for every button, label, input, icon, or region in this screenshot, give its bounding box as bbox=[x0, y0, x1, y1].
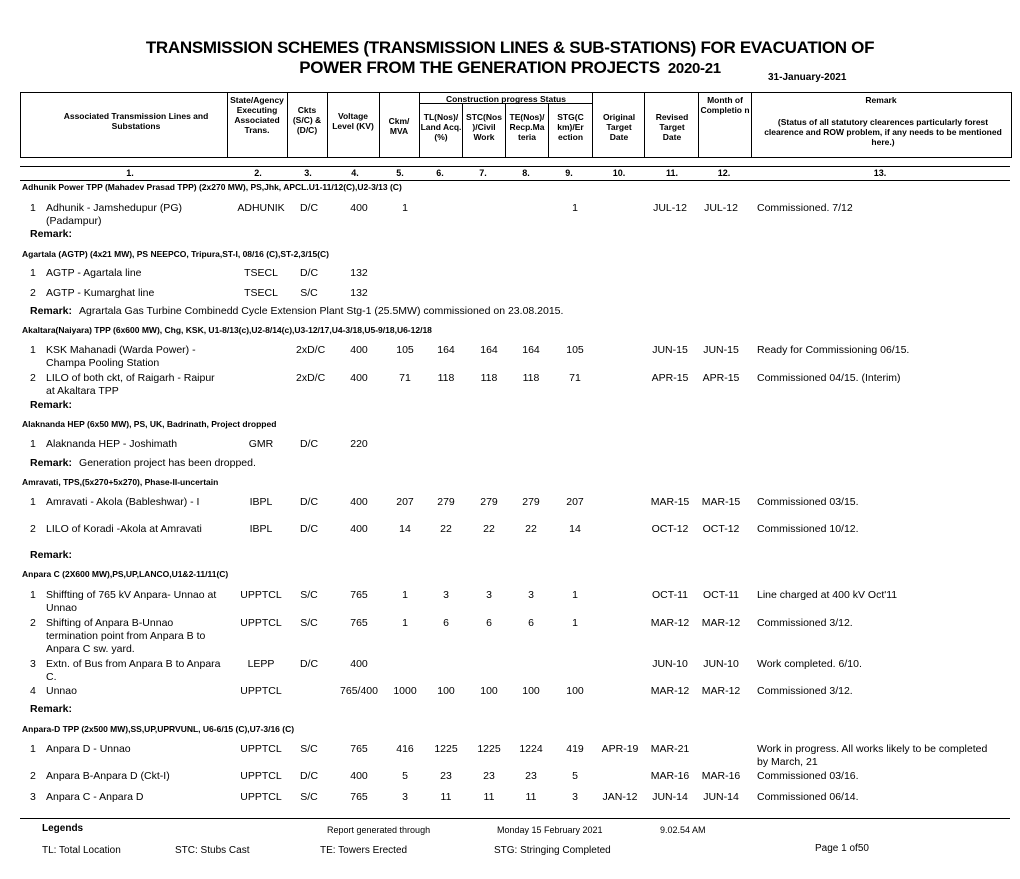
row-sn: 2 bbox=[30, 617, 36, 629]
page-footer bbox=[20, 818, 1010, 867]
row-agency: IBPL bbox=[249, 496, 273, 508]
row-stc: 1225 bbox=[477, 743, 501, 755]
footer-date: Monday 15 February 2021 bbox=[497, 825, 603, 835]
row-name: Alaknanda HEP - Joshimath bbox=[46, 438, 178, 450]
row-voltage: 132 bbox=[350, 287, 368, 299]
row-revised: MAR-12 bbox=[650, 617, 690, 629]
row-ckt: S/C bbox=[300, 589, 318, 601]
row-stc: 279 bbox=[480, 496, 498, 508]
row-ckt: 2xD/C bbox=[296, 344, 326, 356]
row-ckt: D/C bbox=[299, 202, 319, 214]
header-tl: TL(Nos)/ Land Acq. (%) bbox=[420, 112, 462, 142]
header-construction: Construction progress Status bbox=[446, 94, 566, 104]
row-stg: 105 bbox=[566, 344, 584, 356]
row-ckt: D/C bbox=[299, 770, 319, 782]
column-numbers bbox=[20, 166, 1010, 181]
row-tl: 1225 bbox=[434, 743, 458, 755]
row-name: LILO of both ckt, of Raigarh - Raipur at Akaltara TPP bbox=[46, 372, 215, 397]
row-remark: Commissioned 3/12. bbox=[757, 685, 853, 697]
header-te: TE(Nos)/ Recp.Ma teria bbox=[509, 112, 545, 142]
remark-label: Remark: bbox=[30, 399, 73, 411]
row-name: AGTP - Agartala line bbox=[46, 267, 142, 279]
remark-label: Remark: bbox=[30, 549, 73, 561]
row-agency: TSECL bbox=[244, 267, 278, 279]
col-number: 12. bbox=[717, 168, 731, 178]
row-revised: OCT-11 bbox=[652, 589, 688, 601]
row-month: JUN-15 bbox=[703, 344, 739, 356]
row-te: 11 bbox=[525, 791, 537, 803]
row-month: OCT-11 bbox=[703, 589, 739, 601]
report-subtitle-text: POWER FROM THE GENERATION PROJECTS bbox=[299, 58, 660, 77]
row-month: MAR-12 bbox=[701, 685, 741, 697]
row-name: Shifting of Anpara B-Unnao termination point from Anpara B to Anpara C sw. yard. bbox=[46, 617, 206, 655]
row-sn: 2 bbox=[30, 372, 36, 384]
remark-text: Agrartala Gas Turbine Combinedd Cycle Extension Plant Stg-1 (25.5MW) commissioned on 23.08.2015. bbox=[79, 305, 564, 317]
row-stc: 22 bbox=[483, 523, 495, 535]
col-number: 10. bbox=[612, 168, 626, 178]
row-sn: 1 bbox=[30, 496, 36, 508]
row-stc: 118 bbox=[480, 372, 498, 384]
row-stc: 100 bbox=[480, 685, 498, 697]
row-original: JAN-12 bbox=[602, 791, 638, 803]
row-voltage: 765/400 bbox=[340, 685, 378, 697]
row-agency: TSECL bbox=[244, 287, 278, 299]
group-remark bbox=[30, 228, 79, 240]
row-te: 279 bbox=[522, 496, 540, 508]
row-voltage: 220 bbox=[350, 438, 368, 450]
row-month: JUN-10 bbox=[703, 658, 739, 670]
footer-legend-te: TE: Towers Erected bbox=[320, 845, 408, 856]
col-number: 4. bbox=[351, 168, 359, 178]
header-stg: STG(C km)/Er ection bbox=[557, 112, 584, 142]
row-tl: 22 bbox=[440, 523, 452, 535]
row-month: APR-15 bbox=[702, 372, 740, 384]
row-name: Anpara D - Unnao bbox=[46, 743, 131, 755]
footer-time: 9.02.54 AM bbox=[660, 825, 706, 835]
row-voltage: 765 bbox=[350, 617, 368, 629]
header-associated: Associated Transmission Lines and Substations bbox=[63, 111, 209, 131]
row-tl: 279 bbox=[437, 496, 455, 508]
row-name: KSK Mahanadi (Warda Power) - Champa Pooling Station bbox=[46, 344, 196, 369]
row-name: Amravati - Akola (Bableshwar) - I bbox=[46, 496, 200, 508]
row-agency: LEPP bbox=[247, 658, 275, 670]
row-name: Adhunik - Jamshedupur (PG) (Padampur) bbox=[46, 202, 182, 227]
row-name: LILO of Koradi -Akola at Amravati bbox=[46, 523, 202, 535]
row-stg: 71 bbox=[569, 372, 581, 384]
row-original: APR-19 bbox=[601, 743, 639, 755]
row-ckm: 207 bbox=[396, 496, 414, 508]
row-name: AGTP - Kumarghat line bbox=[46, 287, 155, 299]
row-agency: UPPTCL bbox=[240, 743, 282, 755]
row-voltage: 400 bbox=[350, 658, 368, 670]
col-number: 2. bbox=[254, 168, 262, 178]
row-stc: 3 bbox=[486, 589, 492, 601]
row-ckt: D/C bbox=[299, 438, 319, 450]
row-month: MAR-15 bbox=[701, 496, 741, 508]
row-stg: 14 bbox=[569, 523, 581, 535]
row-voltage: 765 bbox=[350, 743, 368, 755]
row-te: 6 bbox=[528, 617, 534, 629]
row-ckm: 105 bbox=[396, 344, 414, 356]
header-ckts: Ckts (S/C) & (D/C) bbox=[292, 105, 322, 135]
group-title: Anpara-D TPP (2x500 MW),SS,UP,UPRVUNL, U6-6/15 (C),U7-3/16 (C) bbox=[22, 724, 295, 734]
row-ckt: D/C bbox=[299, 496, 319, 508]
row-agency: GMR bbox=[248, 438, 274, 450]
row-agency: UPPTCL bbox=[240, 685, 282, 697]
row-agency: ADHUNIK bbox=[237, 202, 285, 214]
group-remark bbox=[30, 457, 256, 469]
row-ckm: 1 bbox=[402, 617, 408, 629]
col-number: 1. bbox=[126, 168, 134, 178]
header-ckm: Ckm/ MVA bbox=[388, 116, 410, 136]
footer-page-number: Page 1 of50 bbox=[815, 843, 869, 854]
footer-legend-tl: TL: Total Location bbox=[42, 845, 121, 856]
row-remark: Commissioned 3/12. bbox=[757, 617, 853, 629]
footer-legends: Legends bbox=[42, 823, 84, 834]
header-stc: STC(Nos )/Civil Work bbox=[466, 112, 502, 142]
row-stg: 1 bbox=[572, 617, 578, 629]
remark-label: Remark: bbox=[30, 305, 73, 317]
report-year: 2020-21 bbox=[667, 60, 721, 77]
row-stc: 164 bbox=[480, 344, 498, 356]
row-revised: JUN-15 bbox=[652, 344, 688, 356]
row-ckm: 1 bbox=[402, 589, 408, 601]
row-tl: 3 bbox=[443, 589, 449, 601]
group-title: Akaltara(Naiyara) TPP (6x600 MW), Chg, KSK, U1-8/13(c),U2-8/14(c),U3-12/17,U4-3/18,U5-9/18,U6-12/18 bbox=[22, 325, 432, 335]
group-remark bbox=[30, 703, 79, 715]
row-stg: 1 bbox=[572, 589, 578, 601]
row-remark: Commissioned 06/14. bbox=[757, 791, 859, 803]
row-sn: 1 bbox=[30, 267, 36, 279]
group-remark bbox=[30, 399, 79, 411]
row-month: MAR-12 bbox=[701, 617, 741, 629]
row-stg: 100 bbox=[566, 685, 584, 697]
row-voltage: 132 bbox=[350, 267, 368, 279]
row-ckm: 3 bbox=[402, 791, 408, 803]
row-stg: 5 bbox=[572, 770, 578, 782]
col-number: 7. bbox=[479, 168, 487, 178]
row-ckt: S/C bbox=[300, 791, 318, 803]
row-revised: MAR-21 bbox=[650, 743, 690, 755]
row-ckm: 5 bbox=[402, 770, 408, 782]
row-te: 1224 bbox=[519, 743, 543, 755]
row-revised: MAR-15 bbox=[650, 496, 690, 508]
row-name: Extn. of Bus from Anpara B to Anpara C. bbox=[46, 658, 221, 683]
footer-legend-stg: STG: Stringing Completed bbox=[494, 845, 611, 856]
row-voltage: 400 bbox=[350, 344, 368, 356]
row-te: 164 bbox=[522, 344, 540, 356]
row-revised: JUN-10 bbox=[652, 658, 688, 670]
report-subtitle bbox=[0, 58, 1020, 78]
row-agency: UPPTCL bbox=[240, 791, 282, 803]
row-te: 3 bbox=[528, 589, 534, 601]
row-voltage: 400 bbox=[350, 496, 368, 508]
row-name: Unnao bbox=[46, 685, 77, 697]
row-voltage: 400 bbox=[350, 372, 368, 384]
row-tl: 6 bbox=[443, 617, 449, 629]
report-date: 31-January-2021 bbox=[768, 72, 847, 83]
row-remark: Commissioned 04/15. (Interim) bbox=[757, 372, 901, 384]
row-remark: Commissioned. 7/12 bbox=[757, 202, 853, 214]
remark-label: Remark: bbox=[30, 703, 73, 715]
row-month: JUL-12 bbox=[704, 202, 738, 214]
row-revised: MAR-16 bbox=[650, 770, 690, 782]
row-ckm: 71 bbox=[399, 372, 411, 384]
row-stg: 419 bbox=[566, 743, 584, 755]
row-stg: 1 bbox=[572, 202, 578, 214]
row-ckt: S/C bbox=[300, 287, 318, 299]
header-revised: Revised Target Date bbox=[655, 112, 689, 142]
group-title: Agartala (AGTP) (4x21 MW), PS NEEPCO, Tripura,ST-I, 08/16 (C),ST-2,3/15(C) bbox=[22, 249, 330, 259]
row-ckm: 14 bbox=[399, 523, 411, 535]
row-ckt: D/C bbox=[299, 523, 319, 535]
row-month: MAR-16 bbox=[701, 770, 741, 782]
row-remark: Ready for Commissioning 06/15. bbox=[757, 344, 910, 356]
row-remark: Line charged at 400 kV Oct'11 bbox=[757, 589, 898, 601]
row-revised: JUL-12 bbox=[653, 202, 687, 214]
row-ckm: 1000 bbox=[393, 685, 417, 697]
group-remark bbox=[30, 305, 563, 317]
group-title: Anpara C (2X600 MW),PS,UP,LANCO,U1&2-11/11(C) bbox=[22, 569, 229, 579]
row-tl: 23 bbox=[440, 770, 452, 782]
group-remark bbox=[30, 549, 79, 561]
row-te: 22 bbox=[525, 523, 537, 535]
row-stc: 23 bbox=[483, 770, 495, 782]
row-sn: 3 bbox=[30, 791, 36, 803]
row-tl: 100 bbox=[437, 685, 455, 697]
row-sn: 1 bbox=[30, 344, 36, 356]
row-voltage: 400 bbox=[350, 523, 368, 535]
col-number: 3. bbox=[304, 168, 312, 178]
row-revised: MAR-12 bbox=[650, 685, 690, 697]
row-sn: 1 bbox=[30, 438, 36, 450]
row-sn: 4 bbox=[30, 685, 36, 697]
row-remark: Commissioned 03/16. bbox=[757, 770, 859, 782]
row-stg: 3 bbox=[572, 791, 578, 803]
row-sn: 2 bbox=[30, 287, 36, 299]
row-agency: IBPL bbox=[249, 523, 273, 535]
footer-generated: Report generated through bbox=[327, 825, 431, 835]
row-remark: Commissioned 10/12. bbox=[757, 523, 859, 535]
row-agency: UPPTCL bbox=[240, 617, 282, 629]
row-revised: APR-15 bbox=[651, 372, 689, 384]
row-ckm: 1 bbox=[402, 202, 408, 214]
row-revised: JUN-14 bbox=[652, 791, 688, 803]
row-agency: UPPTCL bbox=[240, 589, 282, 601]
row-month: OCT-12 bbox=[702, 523, 740, 535]
col-number: 13. bbox=[873, 168, 887, 178]
row-remark: Work in progress. All works likely to be completed by March, 21 bbox=[757, 743, 988, 768]
header-voltage: Voltage Level (KV) bbox=[332, 111, 374, 131]
row-remark: Work completed. 6/10. bbox=[757, 658, 862, 670]
group-title: Adhunik Power TPP (Mahadev Prasad TPP) (2x270 MW), PS,Jhk, APCL.U1-11/12(C),U2-3/13 (C) bbox=[22, 182, 402, 192]
row-stc: 6 bbox=[486, 617, 492, 629]
row-voltage: 400 bbox=[350, 202, 368, 214]
header-agency: State/Agency Executing Associated Trans. bbox=[230, 95, 284, 135]
row-sn: 3 bbox=[30, 658, 36, 670]
row-stc: 11 bbox=[483, 791, 495, 803]
header-original: Original Target Date bbox=[602, 112, 636, 142]
remark-label: Remark: bbox=[30, 228, 73, 240]
row-voltage: 765 bbox=[350, 589, 368, 601]
col-number: 9. bbox=[565, 168, 573, 178]
remark-text: Generation project has been dropped. bbox=[79, 457, 256, 469]
group-title: Amravati, TPS,(5x270+5x270), Phase-II-uncertain bbox=[22, 477, 219, 487]
header-month: Month of Completio n bbox=[700, 95, 750, 115]
remark-label: Remark: bbox=[30, 457, 73, 469]
row-remark: Commissioned 03/15. bbox=[757, 496, 859, 508]
row-ckt: S/C bbox=[300, 617, 318, 629]
row-te: 118 bbox=[522, 372, 540, 384]
row-tl: 11 bbox=[440, 791, 452, 803]
row-ckm: 416 bbox=[396, 743, 414, 755]
row-stg: 207 bbox=[566, 496, 584, 508]
row-sn: 2 bbox=[30, 770, 36, 782]
row-name: Anpara B-Anpara D (Ckt-I) bbox=[46, 770, 170, 782]
row-sn: 1 bbox=[30, 202, 36, 214]
row-ckt: D/C bbox=[299, 658, 319, 670]
row-ckt: D/C bbox=[299, 267, 319, 279]
header-remark: Remark bbox=[865, 95, 897, 105]
row-agency: UPPTCL bbox=[240, 770, 282, 782]
row-revised: OCT-12 bbox=[651, 523, 689, 535]
col-number: 11. bbox=[665, 168, 678, 178]
row-sn: 2 bbox=[30, 523, 36, 535]
row-te: 23 bbox=[525, 770, 537, 782]
row-ckt: S/C bbox=[300, 743, 318, 755]
group-title: Alaknanda HEP (6x50 MW), PS, UK, Badrinath, Project dropped bbox=[22, 419, 277, 429]
row-name: Anpara C - Anpara D bbox=[46, 791, 144, 803]
row-month: JUN-14 bbox=[703, 791, 739, 803]
row-ckt: 2xD/C bbox=[296, 372, 326, 384]
row-voltage: 400 bbox=[350, 770, 368, 782]
footer-legend-stc: STC: Stubs Cast bbox=[175, 845, 250, 856]
row-te: 100 bbox=[522, 685, 540, 697]
row-sn: 1 bbox=[30, 743, 36, 755]
table-header bbox=[20, 92, 1012, 158]
report-title: TRANSMISSION SCHEMES (TRANSMISSION LINES & SUB-STATIONS) FOR EVACUATION OF bbox=[145, 38, 875, 57]
row-sn: 1 bbox=[30, 589, 36, 601]
col-number: 8. bbox=[522, 168, 530, 178]
row-name: Shiffting of 765 kV Anpara- Unnao at Unnao bbox=[46, 589, 217, 614]
row-voltage: 765 bbox=[350, 791, 368, 803]
col-number: 6. bbox=[436, 168, 444, 178]
header-remark-sub: (Status of all statutory clearences particularly forest clearence and ROW problem, if any needs to be mentioned here.) bbox=[764, 117, 1002, 147]
row-tl: 164 bbox=[437, 344, 455, 356]
row-tl: 118 bbox=[437, 372, 455, 384]
col-number: 5. bbox=[396, 168, 404, 178]
